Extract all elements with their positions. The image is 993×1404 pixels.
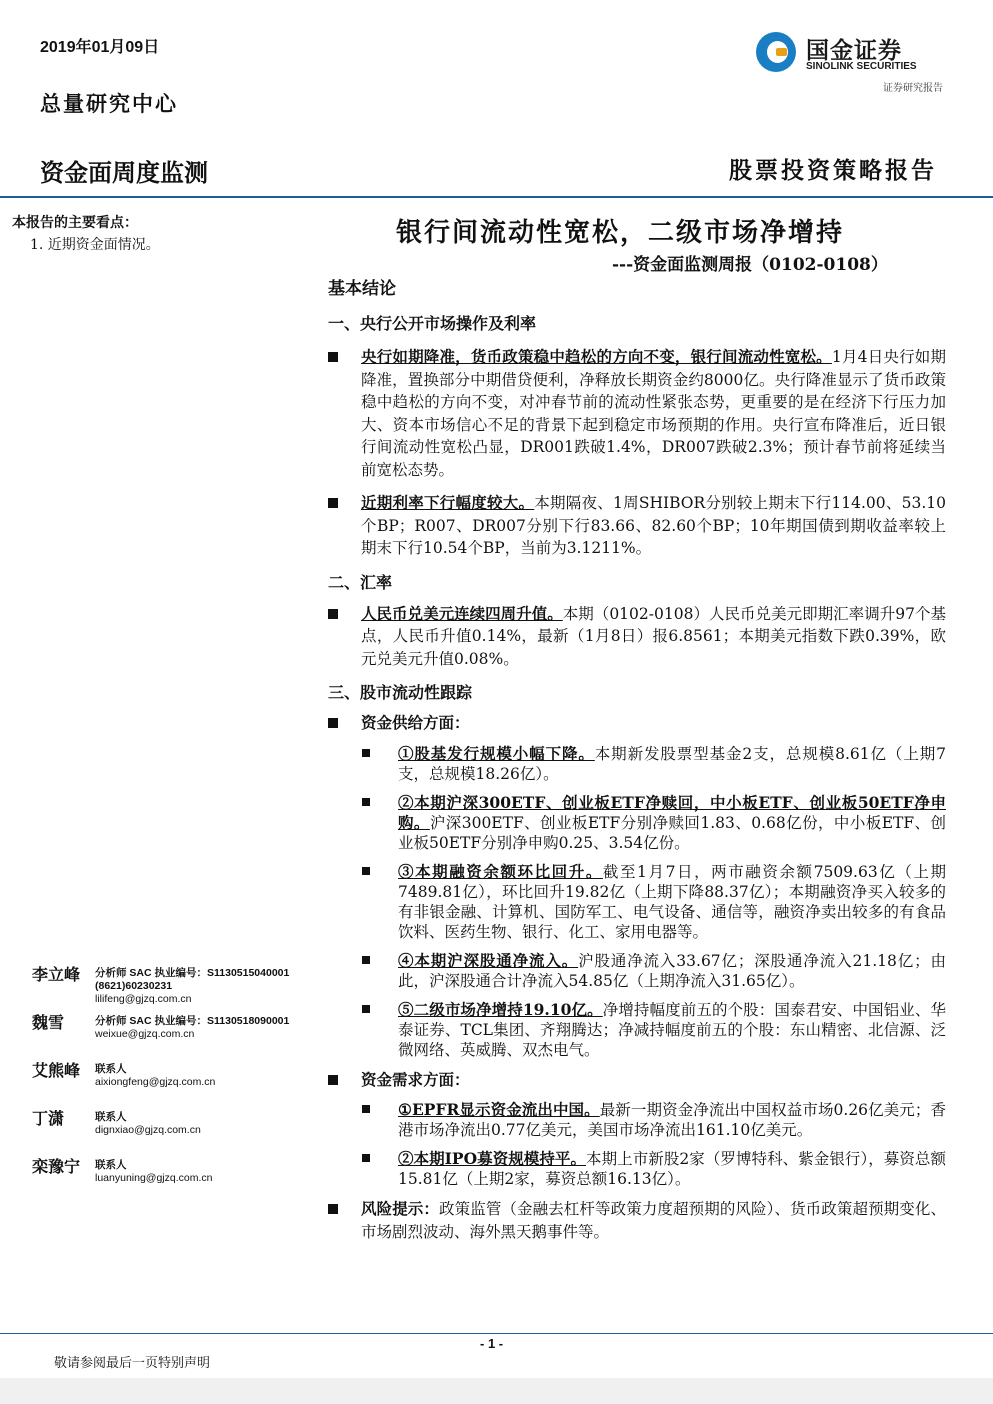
analyst-info: 联系人 aixiongfeng@gjzq.com.cn: [95, 1063, 216, 1088]
demand-heading: 资金需求方面：: [328, 1069, 946, 1092]
analyst-entry: [32, 962, 322, 1010]
analyst-entry: [32, 1154, 322, 1202]
bullet-icon: [328, 1075, 338, 1085]
bullet-icon: [328, 718, 338, 728]
section-heading-3: 三、股市流动性跟踪: [328, 683, 473, 702]
demand-item-2: ②本期IPO募资规模持平。本期上市新股2家（罗博特科、紫金银行），募资总额15.81亿（上期2家，募资总额16.13亿）。: [328, 1149, 946, 1189]
analyst-info: 联系人 dignxiao@gjzq.com.cn: [95, 1111, 201, 1136]
bullet-icon: [362, 798, 370, 806]
section-heading-2: 二、汇率: [328, 572, 393, 592]
analyst-email[interactable]: lilifeng@gjzq.com.cn: [95, 993, 192, 1005]
risk-paragraph: 风险提示：政策监管（金融去杠杆等政策力度超预期的风险）、货币政策超预期变化、市场剧烈波动、海外黑天鹅事件等。: [328, 1198, 946, 1243]
analyst-name: 李立峰: [32, 965, 81, 984]
bullet-icon: [328, 352, 338, 362]
supply-item-3: ③本期融资余额环比回升。截至1月7日，两市融资余额7509.63亿（上期7489.81亿），环比回升19.82亿（上期下降88.37亿）；本期融资净买入较多的有非银金融、计算机、国防军工、电气设备、通信等，融资净卖出较多的有食品饮料、医药生物、银行、化工、家用电器等。: [328, 862, 946, 942]
footer-disclaimer: 敬请参阅最后一页特别声明: [54, 1356, 211, 1371]
supply-item-2: ②本期沪深300ETF、创业板ETF净赎回，中小板ETF、创业板50ETF净申购。沪深300ETF、创业板ETF分别净赎回1.83、0.68亿份，中小板ETF、创业板50ETF分别净申购0.25、3.54亿份。: [328, 793, 946, 853]
supply-item-4: ④本期沪深股通净流入。沪股通净流入33.67亿；深股通净流入21.18亿；由此，沪深股通合计净流入54.85亿（上期净流入31.65亿）。: [328, 951, 946, 991]
analyst-info: 联系人 luanyuning@gjzq.com.cn: [95, 1159, 213, 1184]
highlight-item: 1. 近期资金面情况。: [30, 237, 160, 253]
supply-item-5: ⑤二级市场净增持19.10亿。净增持幅度前五的个股：国泰君安、中国铝业、华泰证券、TCL集团、齐翔腾达；净减持幅度前五的个股：东山精密、北信源、泛微网络、英威腾、双杰电气。: [328, 1000, 946, 1060]
analyst-email[interactable]: luanyuning@gjzq.com.cn: [95, 1172, 213, 1184]
bullet-icon: [362, 1005, 370, 1013]
analyst-entry: [32, 1106, 322, 1154]
analyst-info: 分析师 SAC 执业编号：S1130515040001 (8621)60230231 lilifeng@gjzq.com.cn: [95, 967, 290, 1005]
bullet-icon: [362, 749, 370, 757]
analyst-email[interactable]: dignxiao@gjzq.com.cn: [95, 1124, 201, 1136]
supply-heading: 资金供给方面：: [328, 712, 946, 735]
bullet-icon: [362, 1105, 370, 1113]
analyst-name: 魏雪: [32, 1013, 65, 1032]
footer-band: [0, 1378, 993, 1404]
footer-divider: [0, 1333, 993, 1334]
analyst-info: 分析师 SAC 执业编号：S1130518090001 weixue@gjzq.com.cn: [95, 1015, 290, 1040]
report-series: 资金面周度监测: [40, 160, 208, 187]
logo-subtitle: 证券研究报告: [883, 83, 943, 94]
report-subtitle: ---资金面监测周报（0102-0108）: [612, 255, 888, 275]
paragraph-pboc: 央行如期降准，货币政策稳中趋松的方向不变，银行间流动性宽松。1月4日央行如期降准，置换部分中期借贷便利，净释放长期资金约8000亿。央行降准显示了货币政策稳中趋松的方向不变，对冲春节前的流动性紧张态势，更重要的是在经济下行压力加大、资本市场信心不足的背景下起到稳定市场预期的作用。央行宣布降准后，近日银行间流动性宽松凸显，DR001跌破1.4%，DR007跌破2.3%；预计春节前将延续当前宽松态势。: [328, 346, 946, 481]
analyst-email[interactable]: aixiongfeng@gjzq.com.cn: [95, 1076, 216, 1088]
analyst-name: 艾熊峰: [32, 1061, 81, 1080]
research-center: 总量研究中心: [40, 91, 178, 116]
section-conclusion: 基本结论: [328, 279, 396, 299]
report-body: [328, 274, 946, 1243]
analyst-email[interactable]: weixue@gjzq.com.cn: [95, 1028, 195, 1040]
bullet-icon: [328, 609, 338, 619]
analyst-list: [32, 962, 322, 1202]
highlights-title: 本报告的主要看点：: [12, 215, 138, 231]
logo-text: 国金证券: [806, 37, 902, 63]
bullet-icon: [328, 1204, 338, 1214]
logo-english: SINOLINK SECURITIES: [806, 61, 917, 72]
analyst-entry: [32, 1010, 322, 1058]
page-number: - 1 -: [480, 1336, 504, 1351]
report-date: 2019年01月09日: [40, 39, 160, 56]
supply-item-1: ①股基发行规模小幅下降。本期新发股票型基金2支，总规模8.61亿（上期7支，总规模18.26亿）。: [328, 744, 946, 784]
demand-item-1: ①EPFR显示资金流出中国。最新一期资金净流出中国权益市场0.26亿美元；香港市场净流出0.77亿美元，美国市场净流出161.10亿美元。: [328, 1100, 946, 1140]
bullet-icon: [362, 956, 370, 964]
bullet-icon: [362, 1154, 370, 1162]
paragraph-fx: 人民币兑美元连续四周升值。本期（0102-0108）人民币兑美元即期汇率调升97个基点，人民币升值0.14%，最新（1月8日）报6.8561；本期美元指数下跌0.39%，欧元兑美元升值0.08%。: [328, 603, 946, 671]
bullet-icon: [328, 498, 338, 508]
paragraph-rates: 近期利率下行幅度较大。本期隔夜、1周SHIBOR分别较上期末下行114.00、53.10个BP；R007、DR007分别下行83.66、82.60个BP；10年期国债到期收益率较上期末下行10.54个BP，当前为3.1211%。: [328, 492, 946, 560]
bullet-icon: [362, 867, 370, 875]
analyst-name: 栾豫宁: [32, 1157, 81, 1176]
analyst-name: 丁潇: [32, 1109, 65, 1128]
company-logo: [756, 30, 946, 78]
report-type: 股票投资策略报告: [729, 157, 937, 184]
header-divider: [0, 196, 993, 198]
section-heading-1: 一、央行公开市场操作及利率: [328, 314, 537, 333]
report-title: 银行间流动性宽松，二级市场净增持: [396, 218, 845, 248]
analyst-entry: [32, 1058, 322, 1106]
